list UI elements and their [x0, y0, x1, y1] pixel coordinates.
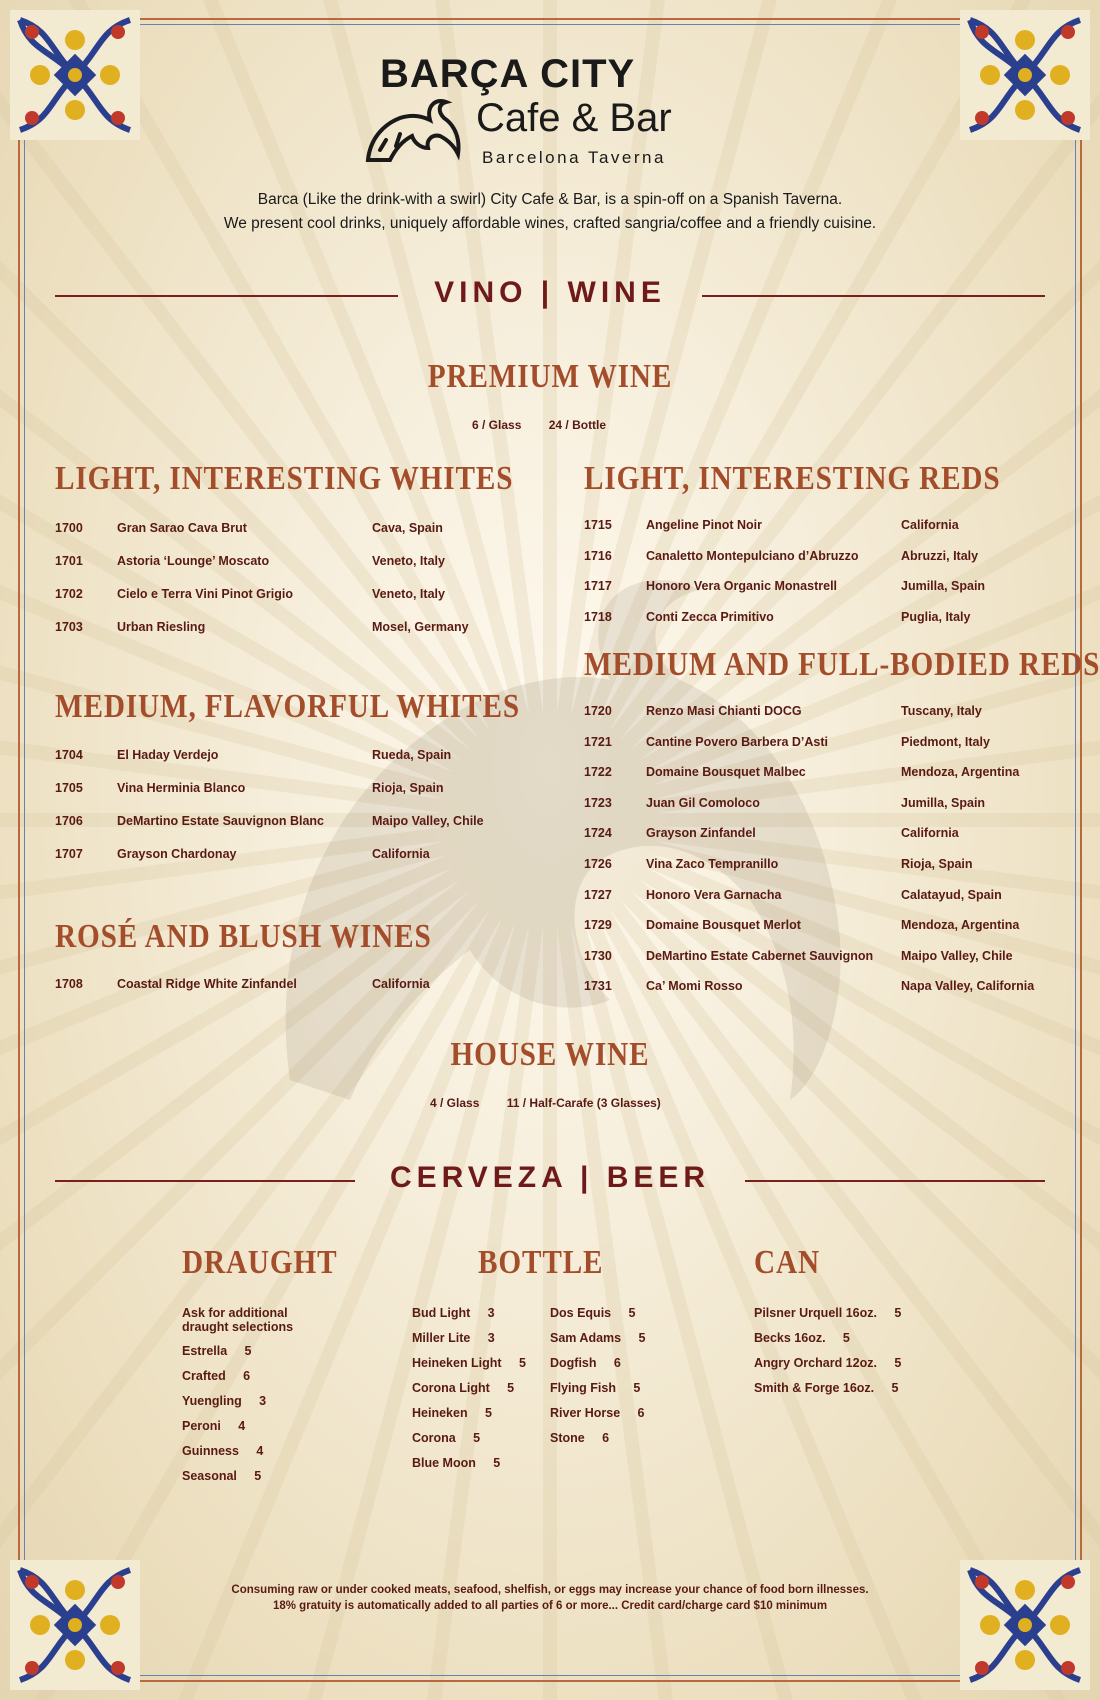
- light-reds-heading: LIGHT, INTERESTING REDS: [584, 460, 1001, 497]
- wine-name: Domaine Bousquet Merlot: [646, 918, 801, 933]
- wine-row: [584, 579, 1054, 610]
- wine-number: 1717: [584, 579, 612, 594]
- wine-row: [584, 735, 1054, 766]
- logo-tagline: Barcelona Taverna: [482, 148, 666, 167]
- wine-name: Ca’ Momi Rosso: [646, 979, 743, 994]
- premium-glass-price: 6 / Glass: [472, 418, 522, 432]
- wine-region: Mendoza, Argentina: [901, 765, 1020, 780]
- full-reds-heading: MEDIUM AND FULL-BODIED REDS: [584, 646, 1100, 683]
- beer-item: Miller Lite 3: [412, 1331, 495, 1345]
- wine-name: Conti Zecca Primitivo: [646, 609, 774, 624]
- premium-wine-prices: [460, 418, 618, 432]
- beer-item: Peroni 4: [182, 1419, 246, 1433]
- beer-item: Angry Orchard 12oz. 5: [754, 1356, 902, 1370]
- wine-number: 1730: [584, 948, 612, 963]
- wine-number: 1729: [584, 918, 612, 933]
- wine-region: Mosel, Germany: [372, 620, 469, 634]
- beer-item: Heineken 5: [412, 1406, 492, 1420]
- medium-whites-heading: MEDIUM, FLAVORFUL WHITES: [55, 688, 520, 725]
- beer-item: Heineken Light 5: [412, 1356, 526, 1370]
- beer-section-title: CERVEZA | BEER: [389, 1161, 711, 1194]
- wine-region: Napa Valley, California: [901, 979, 1035, 994]
- wine-row: [55, 977, 515, 1010]
- ornament-tile-top-left: [10, 10, 140, 140]
- wine-region: Cava, Spain: [372, 521, 443, 535]
- beer-item: Seasonal 5: [182, 1469, 262, 1483]
- wine-number: 1708: [55, 977, 83, 991]
- wine-section-title: VINO | WINE: [434, 276, 666, 309]
- premium-wine-heading: PREMIUM WINE: [427, 358, 673, 395]
- house-wine-heading: HOUSE WINE: [450, 1036, 650, 1073]
- wine-name: Honoro Vera Garnacha: [646, 887, 782, 902]
- wine-number: 1731: [584, 979, 612, 994]
- wine-number: 1701: [55, 554, 83, 568]
- ornament-tile-top-right: [960, 10, 1090, 140]
- wine-number: 1721: [584, 734, 612, 749]
- wine-name: Vina Herminia Blanco: [117, 781, 246, 795]
- wine-number: 1707: [55, 847, 83, 861]
- wine-region: Maipo Valley, Chile: [372, 814, 484, 828]
- wine-region: Rioja, Spain: [372, 781, 444, 795]
- wine-row: [55, 847, 515, 880]
- draught-heading: DRAUGHT: [182, 1244, 338, 1281]
- bottle-heading: BOTTLE: [478, 1244, 604, 1281]
- bottle-items-1: [412, 1306, 526, 1481]
- beer-item: Bud Light 3: [412, 1306, 495, 1320]
- wine-name: Astoria ‘Lounge’ Moscato: [117, 554, 270, 568]
- wine-name: Urban Riesling: [117, 620, 206, 634]
- wine-region: Jumilla, Spain: [901, 579, 986, 594]
- beer-item: Becks 16oz. 5: [754, 1331, 850, 1345]
- wine-row: [55, 521, 515, 554]
- medium-whites-list: [55, 748, 515, 880]
- wine-name: El Haday Verdejo: [117, 748, 219, 762]
- wine-row: [55, 814, 515, 847]
- wine-row: [55, 620, 515, 653]
- can-list: [754, 1306, 901, 1406]
- wine-row: [584, 549, 1054, 580]
- wine-number: 1703: [55, 620, 83, 634]
- wine-region: Rueda, Spain: [372, 748, 452, 762]
- footer-line-1: Consuming raw or under cooked meats, seafood, shelfish, or eggs may increase your chance of food born illnesses.: [231, 1584, 869, 1596]
- logo-title: BARÇA CITY: [380, 52, 636, 96]
- intro-text: [100, 188, 1000, 236]
- beer-item: Dogfish 6: [550, 1356, 621, 1370]
- draught-list: [182, 1306, 302, 1494]
- intro-line-1: Barca (Like the drink-with a swirl) City Cafe & Bar, is a spin-off on a Spanish Taverna.: [257, 191, 843, 208]
- wine-row: [584, 765, 1054, 796]
- wine-name: Grayson Chardonay: [117, 847, 237, 861]
- intro-line-2: We present cool drinks, uniquely affordable wines, crafted sangria/coffee and a friendly cuisine.: [223, 215, 877, 232]
- bull-icon: [360, 90, 470, 170]
- wine-region: Veneto, Italy: [372, 587, 445, 601]
- wine-row: [55, 748, 515, 781]
- beer-item: River Horse 6: [550, 1406, 645, 1420]
- wine-row: [55, 554, 515, 587]
- wine-region: Tuscany, Italy: [901, 704, 982, 718]
- wine-region: Maipo Valley, Chile: [901, 948, 1013, 963]
- wine-name: Gran Sarao Cava Brut: [117, 521, 247, 535]
- rose-list: [55, 977, 515, 1010]
- draught-note: Ask for additional draught selections: [182, 1306, 294, 1334]
- wine-region: California: [372, 847, 430, 861]
- light-whites-heading: LIGHT, INTERESTING WHITES: [55, 460, 514, 497]
- wine-number: 1702: [55, 587, 83, 601]
- bottle-items-2: [550, 1306, 645, 1456]
- wine-number: 1723: [584, 795, 612, 810]
- logo-subtitle: Cafe & Bar: [476, 96, 672, 140]
- wine-region: Mendoza, Argentina: [901, 918, 1020, 933]
- wine-name: Domaine Bousquet Malbec: [646, 765, 806, 780]
- wine-row: [584, 704, 1054, 735]
- wine-name: Grayson Zinfandel: [646, 826, 756, 841]
- ornament-tile-bottom-right: [960, 1560, 1090, 1690]
- wine-row: [584, 918, 1054, 949]
- wine-number: 1727: [584, 887, 612, 902]
- beer-item: Stone 6: [550, 1431, 610, 1445]
- wine-row: [584, 610, 1054, 641]
- wine-number: 1705: [55, 781, 83, 795]
- ornament-tile-bottom-left: [10, 1560, 140, 1690]
- wine-number: 1715: [584, 518, 612, 532]
- premium-bottle-price: 24 / Bottle: [548, 418, 607, 432]
- wine-name: Canaletto Montepulciano d’Abruzzo: [646, 548, 859, 563]
- wine-region: Piedmont, Italy: [901, 734, 990, 749]
- draught-items: [182, 1344, 302, 1494]
- wine-name: Vina Zaco Tempranillo: [646, 856, 779, 871]
- beer-item: Smith & Forge 16oz. 5: [754, 1381, 899, 1395]
- can-heading: CAN: [754, 1244, 820, 1281]
- beer-item: Corona 5: [412, 1431, 481, 1445]
- wine-name: Honoro Vera Organic Monastrell: [646, 579, 838, 594]
- wine-name: DeMartino Estate Sauvignon Blanc: [117, 814, 324, 828]
- wine-number: 1724: [584, 826, 612, 841]
- beer-item: Dos Equis 5: [550, 1306, 636, 1320]
- wine-row: [584, 979, 1054, 1010]
- wine-name: Coastal Ridge White Zinfandel: [117, 977, 297, 991]
- beer-item: Flying Fish 5: [550, 1381, 641, 1395]
- wine-region: Rioja, Spain: [901, 856, 973, 871]
- wine-number: 1722: [584, 765, 612, 780]
- wine-number: 1704: [55, 748, 83, 762]
- wine-number: 1720: [584, 704, 612, 718]
- footer-line-2: 18% gratuity is automatically added to all parties of 6 or more... Credit card/charge card $10 minimum: [272, 1600, 828, 1612]
- wine-row: [584, 949, 1054, 980]
- beer-item: Yuengling 3: [182, 1394, 267, 1408]
- wine-row: [584, 857, 1054, 888]
- wine-region: California: [372, 977, 430, 991]
- wine-number: 1726: [584, 856, 612, 871]
- wine-region: Abruzzi, Italy: [901, 548, 979, 563]
- house-carafe-price: 11 / Half-Carafe (3 Glasses): [506, 1096, 661, 1110]
- logo: [350, 52, 750, 170]
- wine-name: Angeline Pinot Noir: [646, 518, 762, 532]
- wine-region: California: [901, 826, 959, 841]
- footer-disclaimer: [150, 1582, 950, 1614]
- beer-item: Pilsner Urquell 16oz. 5: [754, 1306, 902, 1320]
- full-reds-list: [584, 704, 1054, 1010]
- wine-region: Jumilla, Spain: [901, 795, 986, 810]
- wine-number: 1700: [55, 521, 83, 535]
- wine-name: Cantine Povero Barbera D’Asti: [646, 734, 828, 749]
- beer-item: Crafted 6: [182, 1369, 251, 1383]
- light-reds-list: [584, 518, 1054, 640]
- rose-heading: ROSÉ AND BLUSH WINES: [55, 918, 432, 955]
- bottle-list-col-1: [412, 1306, 526, 1481]
- house-glass-price: 4 / Glass: [430, 1096, 480, 1110]
- wine-name: Cielo e Terra Vini Pinot Grigio: [117, 587, 293, 601]
- wine-row: [584, 518, 1054, 549]
- divider-right: [745, 1180, 1045, 1182]
- wine-row: [55, 781, 515, 814]
- beer-item: Corona Light 5: [412, 1381, 515, 1395]
- wine-region: Puglia, Italy: [901, 609, 971, 624]
- wine-row: [584, 826, 1054, 857]
- divider-right: [702, 295, 1045, 297]
- wine-row: [55, 587, 515, 620]
- wine-region: California: [901, 518, 959, 532]
- beer-item: Sam Adams 5: [550, 1331, 646, 1345]
- wine-region: Calatayud, Spain: [901, 887, 1002, 902]
- wine-name: DeMartino Estate Cabernet Sauvignon: [646, 948, 874, 963]
- wine-name: Juan Gil Comoloco: [646, 795, 760, 810]
- light-whites-list: [55, 521, 515, 653]
- wine-number: 1716: [584, 548, 612, 563]
- wine-number: 1718: [584, 609, 612, 624]
- bottle-list-col-2: [550, 1306, 645, 1456]
- wine-row: [584, 888, 1054, 919]
- beer-item: Blue Moon 5: [412, 1456, 501, 1470]
- beer-section-heading: [55, 1161, 1045, 1201]
- wine-region: Veneto, Italy: [372, 554, 445, 568]
- wine-row: [584, 796, 1054, 827]
- can-items: [754, 1306, 901, 1406]
- beer-item: Guinness 4: [182, 1444, 264, 1458]
- wine-section-heading: [55, 276, 1045, 316]
- beer-item: Estrella 5: [182, 1344, 252, 1358]
- wine-number: 1706: [55, 814, 83, 828]
- house-wine-prices: [418, 1096, 673, 1110]
- wine-name: Renzo Masi Chianti DOCG: [646, 704, 802, 718]
